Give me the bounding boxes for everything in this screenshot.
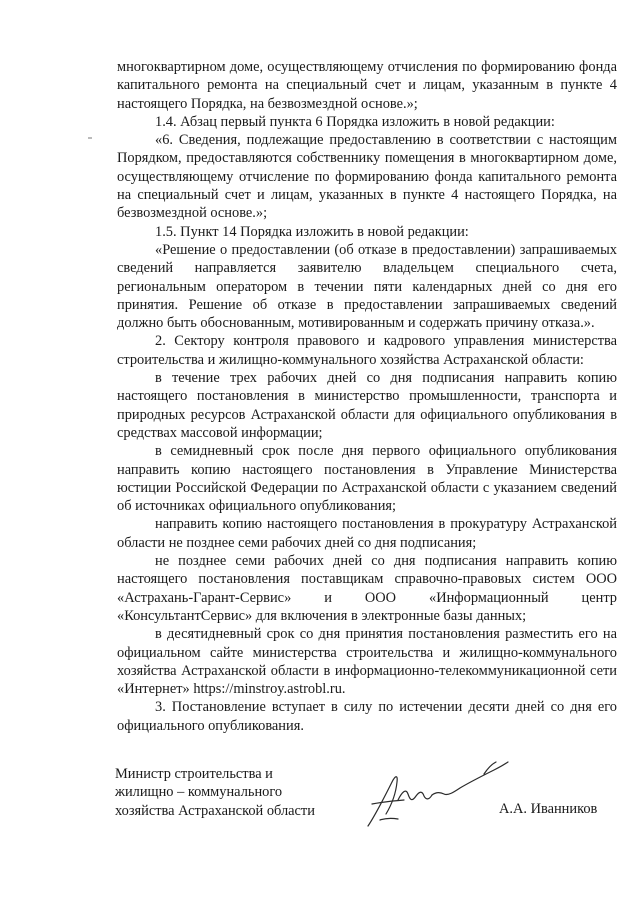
paragraph-seven-days: в семидневный срок после дня первого официального опубликования направить копию настоящего постановления в Управление Министерства юстиции Российской Федерации по Астраханской области с указанием сведений об источниках официального опубликования;: [117, 443, 617, 515]
paragraph-item-1-5: 1.5. Пункт 14 Порядка изложить в новой редакции:: [155, 223, 469, 240]
margin-mark: [88, 126, 92, 128]
paragraph-quote-6: «6. Сведения, подлежащие предоставлению в соответствии с настоящим Порядком, предоставляются собственнику помещения в многоквартирном доме, осуществляющему отчисление по формированию фонда капитального ремонта на специальный счет и лицам, указанных в пункте 4 настоящего Порядка, на безвозмездной основе.»;: [117, 132, 617, 222]
signer-position: [115, 765, 315, 820]
document-body: [117, 58, 617, 735]
paragraph-legal-systems: не позднее семи рабочих дней со дня подписания направить копию настоящего постановления поставщикам справочно-правовых систем ООО «Астрахань-Гарант-Сервис» и ООО «Информационный центр «КонсультантСервис» для включения в электронные базы данных;: [117, 553, 617, 624]
paragraph-quote-decision: «Решение о предоставлении (об отказе в предоставлении) запрашиваемых сведений направляется заявителю владельцем специального счета, региональным оператором в течении пяти календарных дней со дня его принятия. Решение об отказе в предоставлении запрашиваемых сведений должно быть обоснованным, мотивированным и содержать причину отказа.».: [117, 241, 617, 332]
paragraph-website: в десятидневный срок со дня принятия постановления разместить его на официальном сайте министерства строительства и жилищно-коммунального хозяйства Астраханской области в информационно-телекоммуникационной сети «Интернет» https://minstroy.astrobl.ru.: [117, 626, 617, 698]
paragraph-continuation: многоквартирном доме, осуществляющему отчисления по формированию фонда капитального ремонта на специальный счет и лицам, указанным в пункте 4 настоящего Порядка, на безвозмездной основе.»;: [117, 59, 617, 112]
paragraph-prosecutor: направить копию настоящего постановления в прокуратуру Астраханской области не позднее семи рабочих дней со дня подписания;: [117, 516, 617, 551]
signer-position-line: хозяйства Астраханской области: [115, 802, 315, 819]
paragraph-item-2: 2. Сектору контроля правового и кадрового управления министерства строительства и жилищно-коммунального хозяйства Астраханской области:: [117, 333, 617, 368]
paragraph-three-days: в течение трех рабочих дней со дня подписания направить копию настоящего постановления в министерство промышленности, транспорта и природных ресурсов Астраханской области для официального опубликования в средствах массовой информации;: [117, 370, 617, 441]
handwritten-signature: [362, 752, 512, 832]
signer-position-line: Министр строительства и: [115, 766, 273, 782]
paragraph-item-1-4: 1.4. Абзац первый пункта 6 Порядка изложить в новой редакции:: [155, 113, 555, 130]
signer-position-line: жилищно – коммунального: [115, 784, 283, 801]
paragraph-item-3: 3. Постановление вступает в силу по истечении десяти дней со дня его официального опубликования.: [117, 699, 617, 734]
signer-name: А.А. Иванников: [499, 801, 598, 817]
